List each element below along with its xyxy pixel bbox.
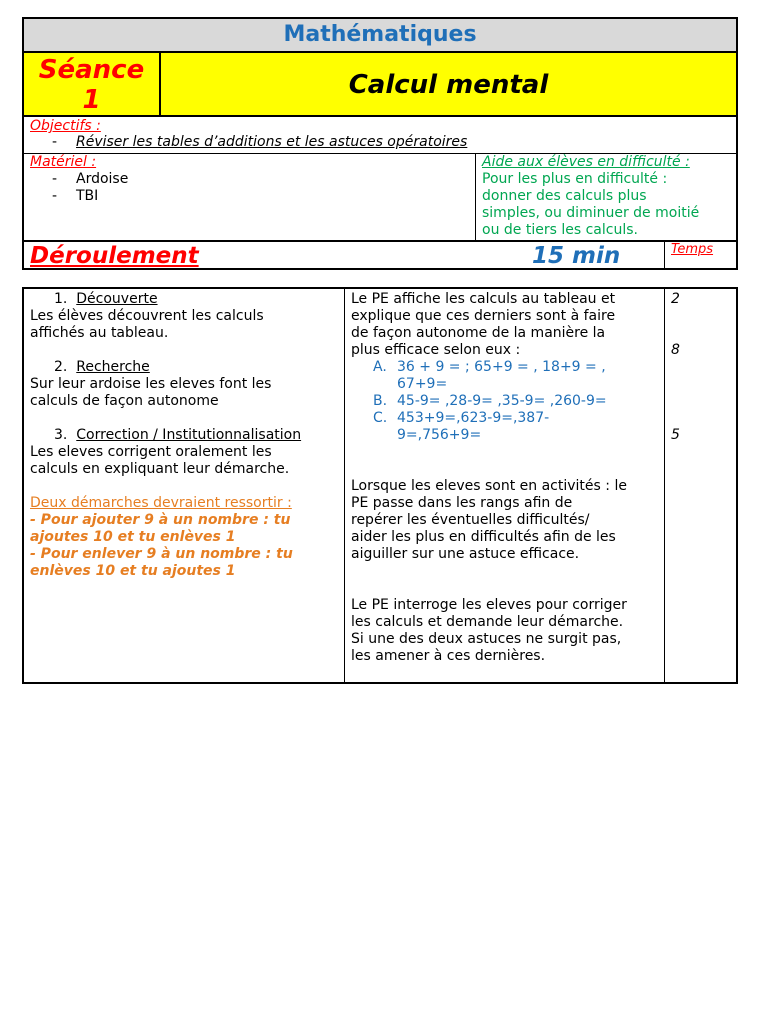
step-title: Recherche <box>76 359 150 375</box>
deroulement-label: Déroulement <box>30 243 199 268</box>
step-title: Découverte <box>76 291 158 307</box>
materiel-item-text: TBI <box>76 188 99 204</box>
calc-list-item <box>351 359 658 393</box>
objectifs-section <box>24 115 736 153</box>
correction-text: Le PE interroge les eleves pour corriger <box>351 597 627 613</box>
materiel-item-text: Ardoise <box>76 171 129 187</box>
deroulement-duration: 15 min <box>532 243 621 268</box>
calc-letter: A. <box>373 359 387 375</box>
step-text: Sur leur ardoise les eleves font les <box>30 376 272 392</box>
student-activity-column <box>24 289 344 682</box>
seance-number <box>24 51 161 115</box>
intro-text: Le PE affiche les calculs au tableau et <box>351 291 616 307</box>
time-value: 8 <box>671 342 680 358</box>
activity-text: repérer les éventuelles difficultés/ <box>351 512 590 528</box>
step-text: calculs de façon autonome <box>30 393 219 409</box>
calc-letter: C. <box>373 410 388 426</box>
temps-label: Temps <box>664 240 736 268</box>
step-heading <box>30 427 338 444</box>
objectifs-label: Objectifs : <box>30 118 101 134</box>
demarche-text: - Pour enlever 9 à un nombre : tu <box>30 546 293 562</box>
aide-label: Aide aux élèves en difficulté : <box>482 154 690 170</box>
demarche-text: ajoutes 10 et tu enlèves 1 <box>30 529 236 545</box>
aide-line: donner des calculs plus <box>482 188 647 204</box>
demarches-label: Deux démarches devraient ressortir : <box>30 495 292 511</box>
time-value: 5 <box>671 427 680 443</box>
calc-text: 67+9= <box>397 376 448 392</box>
activity-text: aiguiller sur une astuce efficace. <box>351 546 580 562</box>
aide-line: Pour les plus en difficulté : <box>482 171 668 187</box>
activity-text: aider les plus en difficultés afin de les <box>351 529 616 545</box>
seance-label: Séance <box>38 55 145 85</box>
aide-line: ou de tiers les calculs. <box>482 222 638 238</box>
step-number: 3. <box>54 427 68 443</box>
time-column <box>664 289 736 682</box>
calc-letter: B. <box>373 393 388 409</box>
step-text: affichés au tableau. <box>30 325 169 341</box>
objectifs-item: - Réviser les tables d’additions et les astuces opératoires <box>52 134 468 150</box>
demarche-text: enlèves 10 et tu ajoutes 1 <box>30 563 236 579</box>
materiel-label: Matériel : <box>30 154 97 170</box>
intro-text: plus efficace selon eux : <box>351 342 521 358</box>
step-title: Correction / Institutionnalisation <box>76 427 302 443</box>
deroulement-row <box>24 240 664 268</box>
step-heading <box>30 359 338 376</box>
intro-text: de façon autonome de la manière la <box>351 325 606 341</box>
materiel-section <box>24 153 475 240</box>
time-value: 2 <box>671 291 680 307</box>
aide-section <box>475 153 736 240</box>
seance-value: 1 <box>82 85 101 115</box>
subject-title: Mathématiques <box>24 19 736 51</box>
intro-text: explique que ces derniers sont à faire <box>351 308 616 324</box>
correction-text: Si une des deux astuces ne surgit pas, <box>351 631 622 647</box>
materiel-item: - TBI <box>52 188 99 204</box>
step-text: calculs en expliquant leur démarche. <box>30 461 290 477</box>
calc-list-item <box>351 393 658 410</box>
calc-text: 36 + 9 = ; 65+9 = , 18+9 = , <box>397 359 606 375</box>
calc-list-item <box>351 410 658 444</box>
teacher-activity-column <box>344 289 664 682</box>
lesson-steps-table <box>22 287 738 684</box>
step-number: 2. <box>54 359 68 375</box>
correction-text: les amener à ces dernières. <box>351 648 546 664</box>
activity-text: Lorsque les eleves sont en activités : le <box>351 478 627 494</box>
step-number: 1. <box>54 291 68 307</box>
materiel-item: - Ardoise <box>52 171 129 187</box>
correction-text: les calculs et demande leur démarche. <box>351 614 624 630</box>
calc-text: 453+9=,623-9=,387- <box>397 410 550 426</box>
objectifs-item-text: Réviser les tables d’additions et les astuces opératoires <box>76 134 468 150</box>
lesson-header-table <box>22 17 738 270</box>
calc-text: 45-9= ,28-9= ,35-9= ,260-9= <box>397 393 607 409</box>
aide-line: simples, ou diminuer de moitié <box>482 205 700 221</box>
activity-text: PE passe dans les rangs afin de <box>351 495 573 511</box>
step-heading <box>30 291 338 308</box>
lesson-title: Calcul mental <box>161 51 736 115</box>
step-text: Les élèves découvrent les calculs <box>30 308 264 324</box>
step-text: Les eleves corrigent oralement les <box>30 444 272 460</box>
demarche-text: - Pour ajouter 9 à un nombre : tu <box>30 512 291 528</box>
calc-text: 9=,756+9= <box>397 427 482 443</box>
